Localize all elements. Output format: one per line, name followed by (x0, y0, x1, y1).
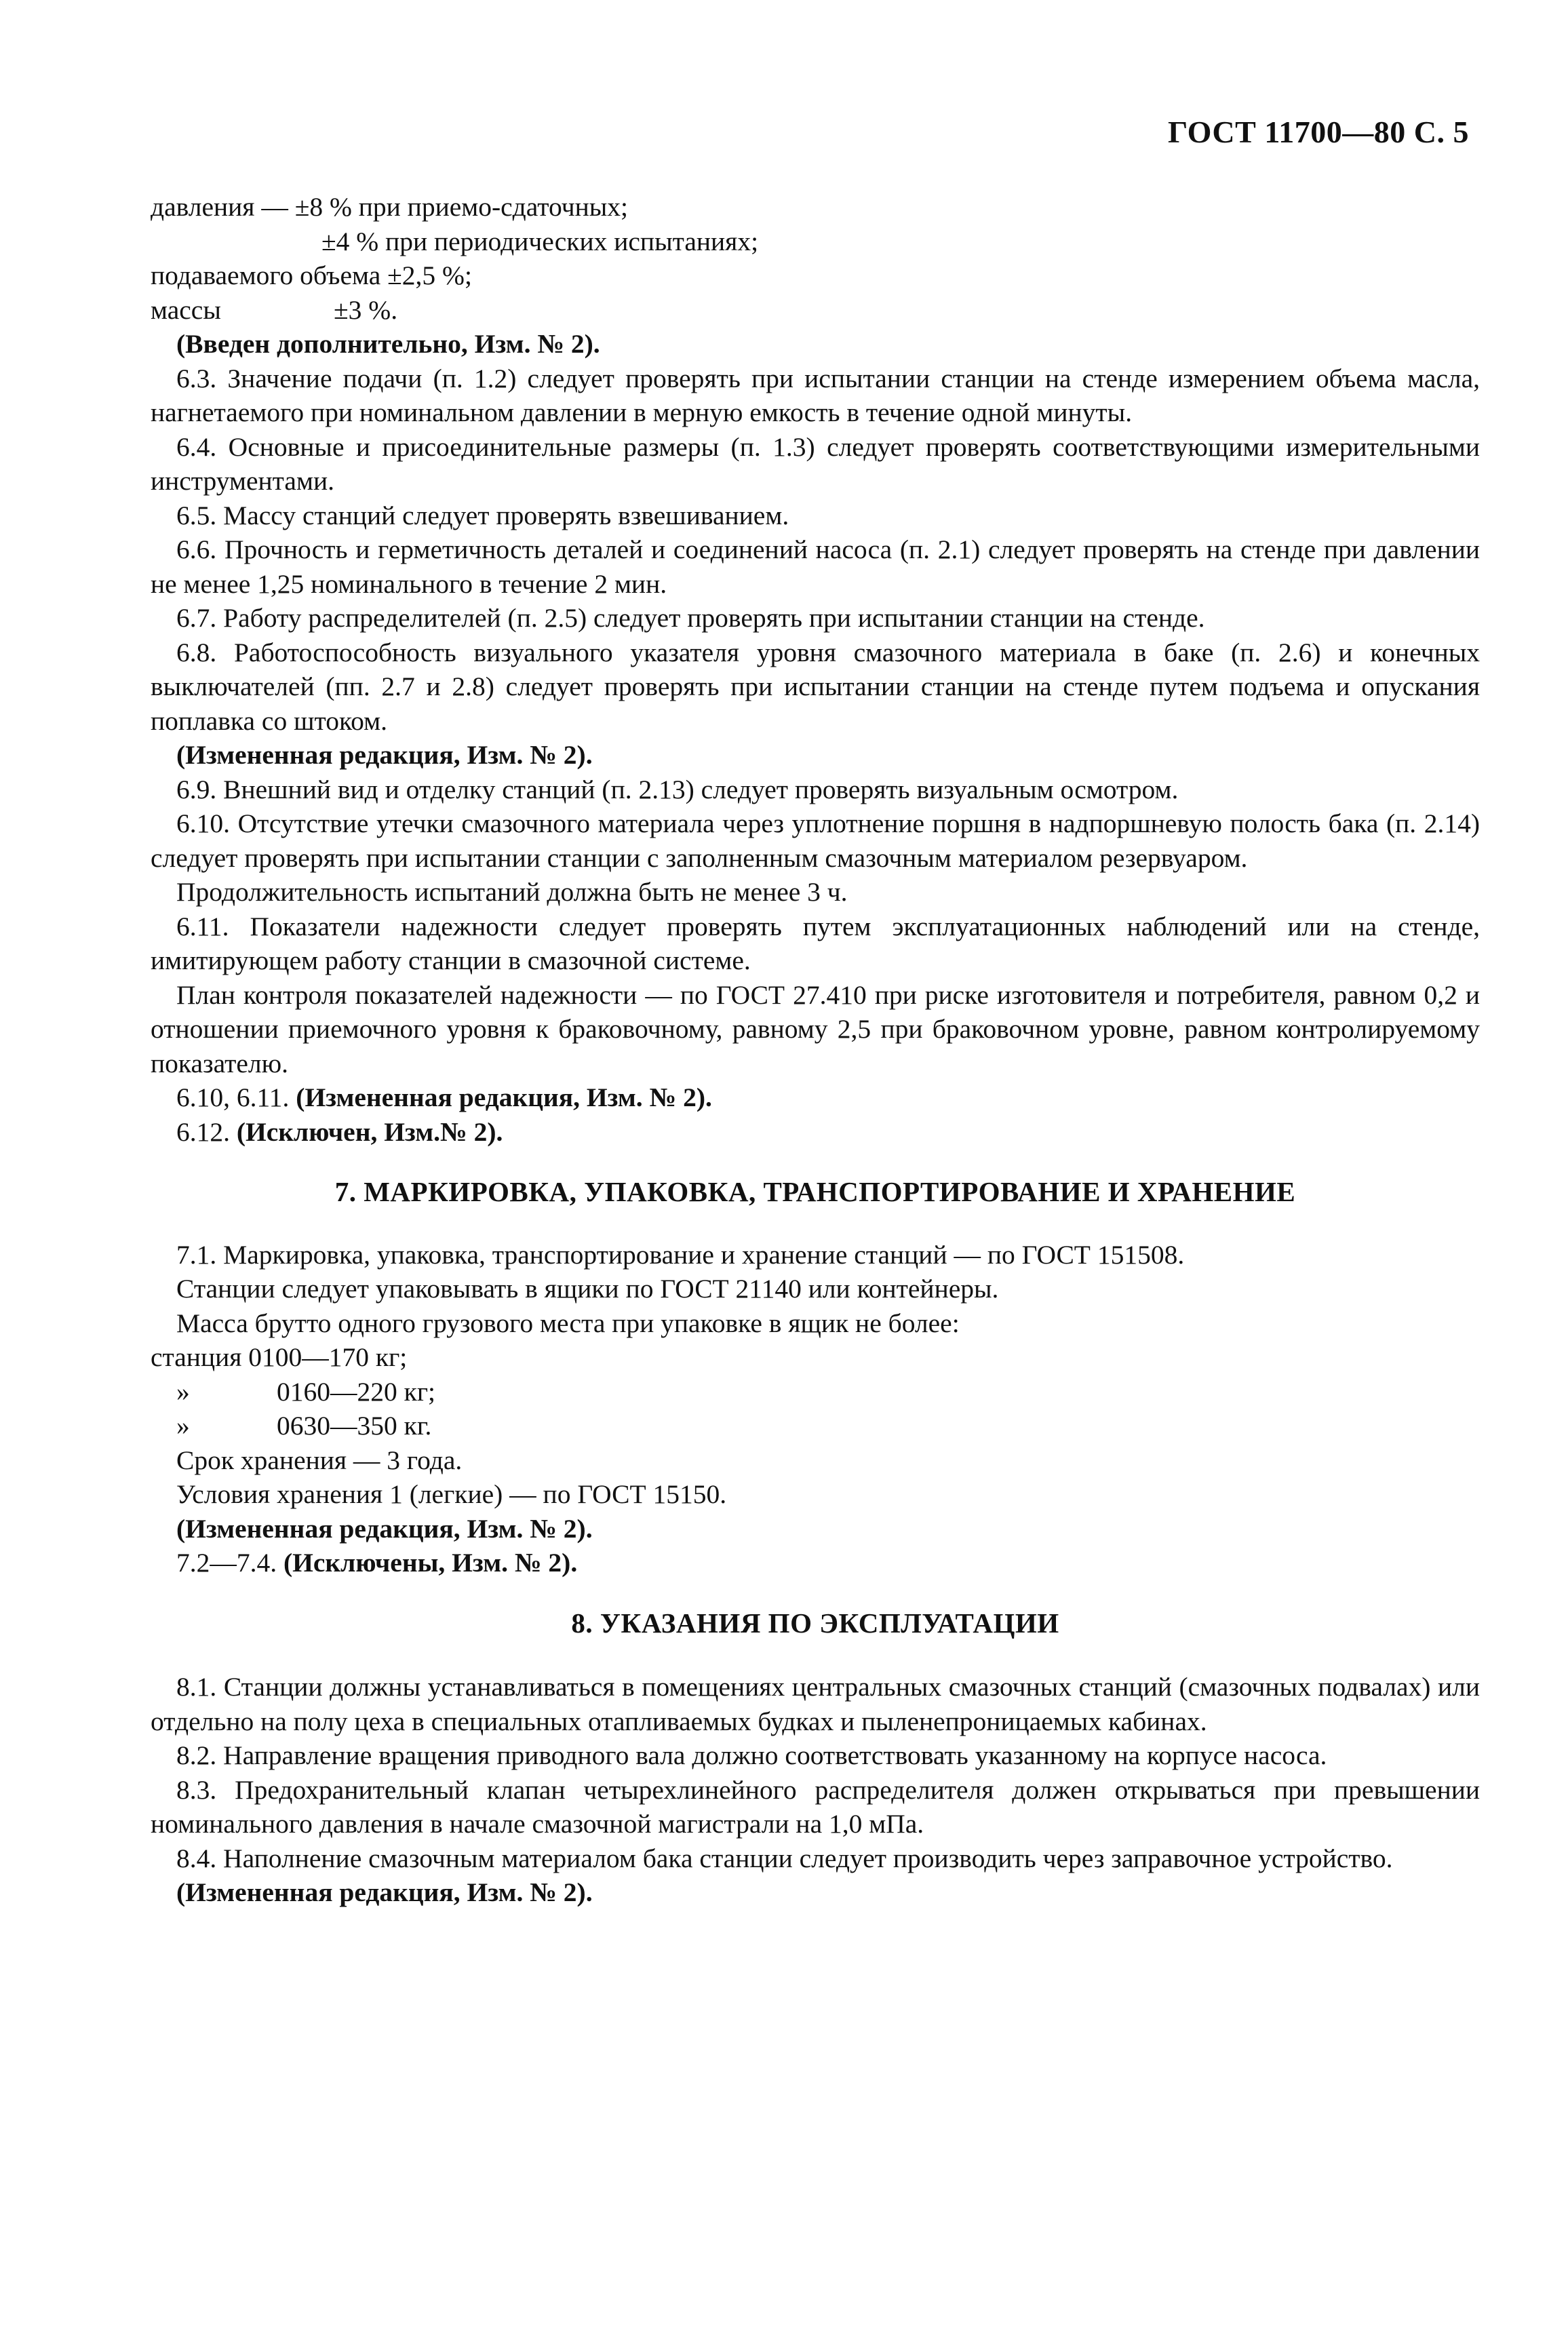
clause-6-10-duration: Продолжительность испытаний должна быть не менее 3 ч. (176, 877, 848, 907)
clause-8-4: 8.4. Наполнение смазочным материалом бака станции следует производить через заправочное устройство. (176, 1843, 1393, 1873)
amendment-note: (Измененная редакция, Изм. № 2). (176, 1877, 593, 1907)
tolerance-mass-line (151, 293, 1480, 328)
page-header: ГОСТ 11700—80 С. 5 (1167, 115, 1469, 149)
clause-7-1-mass: Масса брутто одного грузового места при упаковке в ящик не более: (176, 1308, 960, 1338)
storage-conditions: Условия хранения 1 (легкие) — по ГОСТ 15150. (176, 1479, 727, 1509)
tolerance-pressure-line: давления — ±8 % при приемо-сдаточных; (151, 192, 629, 222)
station-mass-line: » 0160—220 кг; (151, 1375, 1480, 1409)
clause-6-9: 6.9. Внешний вид и отделку станций (п. 2.13) следует проверять визуальным осмотром. (176, 774, 1179, 804)
clause-7-1-packing: Станции следует упаковывать в ящики по ГОСТ 21140 или контейнеры. (176, 1274, 999, 1304)
clause-8-2: 8.2. Направление вращения приводного вала должно соответствовать указанному на корпусе насоса. (176, 1740, 1327, 1770)
section-7-heading: 7. МАРКИРОВКА, УПАКОВКА, ТРАНСПОРТИРОВАНИЕ И ХРАНЕНИЕ (334, 1176, 1296, 1207)
station-mass-line: станция 0100—170 кг; (151, 1342, 408, 1372)
clause-6-8: 6.8. Работоспособность визуального указателя уровня смазочного материала в баке (п. 2.6) и конечных выключателей (пп. 2.7 и 2.8) следует проверять при испытании станции на стенде путем подъема и опускания поплавка со штоком. (151, 637, 1480, 736)
clause-7-1: 7.1. Маркировка, упаковка, транспортирование и хранение станций — по ГОСТ 151508. (176, 1239, 1185, 1270)
station-mass-line: » 0630—350 кг. (151, 1409, 1480, 1443)
clause-6-6: 6.6. Прочность и герметичность деталей и соединений насоса (п. 2.1) следует проверять на стенде при давлении не менее 1,25 номинального в течение 2 мин. (151, 534, 1480, 599)
amendment-note: (Исключены, Изм. № 2). (283, 1548, 578, 1578)
tolerance-mass-label: массы (151, 294, 221, 325)
tolerance-volume-line: подаваемого объема ±2,5 %; (151, 260, 472, 290)
clause-6-11-plan: План контроля показателей надежности — по ГОСТ 27.410 при риске изготовителя и потребителя, равном 0,2 и отношении приемочного уровня к браковочному, равному 2,5 при браковочном уровне, равном контролируемому показателю. (151, 979, 1480, 1078)
storage-period: Срок хранения — 3 года. (176, 1445, 463, 1475)
tolerance-periodic-line: ±4 % при периодических испытаниях; (321, 226, 759, 256)
ditto-mark: » (176, 1411, 190, 1441)
clause-6-10-6-11-note (151, 1080, 1480, 1115)
clause-ref: 7.2—7.4. (176, 1548, 277, 1578)
amendment-note: (Измененная редакция, Изм. № 2). (176, 740, 593, 770)
clause-ref: 6.10, 6.11. (176, 1082, 290, 1112)
amendment-note: (Введен дополнительно, Изм. № 2). (176, 329, 600, 359)
amendment-note: (Измененная редакция, Изм. № 2). (296, 1082, 712, 1112)
clause-6-3: 6.3. Значение подачи (п. 1.2) следует проверять при испытании станции на стенде измерением объема масла, нагнетаемого при номинальном давлении в мерную емкость в течение одной минуты. (151, 363, 1480, 427)
clause-6-7: 6.7. Работу распределителей (п. 2.5) следует проверять при испытании станции на стенде. (176, 603, 1205, 633)
tolerance-mass-value: ±3 %. (334, 294, 398, 325)
clause-6-11: 6.11. Показатели надежности следует проверять путем эксплуатационных наблюдений или на стенде, имитирующем работу станции в смазочной системе. (151, 911, 1480, 975)
clause-ref: 6.12. (176, 1116, 230, 1147)
ditto-mark: » (176, 1376, 190, 1407)
clause-6-5: 6.5. Массу станций следует проверять взвешиванием. (176, 500, 789, 530)
page-content (151, 190, 1480, 1910)
amendment-note: (Исключен, Изм.№ 2). (236, 1116, 503, 1147)
clause-7-2-7-4 (151, 1546, 1480, 1580)
clause-6-10: 6.10. Отсутствие утечки смазочного материала через уплотнение поршня в надпоршневую полость бака (п. 2.14) следует проверять при испытании станции с заполненным смазочным материалом резервуаром. (151, 808, 1480, 873)
clause-6-12 (151, 1115, 1480, 1150)
clause-6-4: 6.4. Основные и присоединительные размеры (п. 1.3) следует проверять соответствующими измерительными инструментами. (151, 431, 1480, 496)
clause-8-1: 8.1. Станции должны устанавливаться в помещениях центральных смазочных станций (смазочных подвалах) или отдельно на полу цеха в специальных отапливаемых будках и пыленепроницаемых кабинах. (151, 1672, 1480, 1736)
amendment-note: (Измененная редакция, Изм. № 2). (176, 1513, 593, 1544)
clause-8-3: 8.3. Предохранительный клапан четырехлинейного распределителя должен открываться при превышении номинального давления в начале смазочной магистрали на 1,0 мПа. (151, 1774, 1480, 1839)
section-8-heading: 8. УКАЗАНИЯ ПО ЭКСПЛУАТАЦИИ (571, 1607, 1059, 1639)
